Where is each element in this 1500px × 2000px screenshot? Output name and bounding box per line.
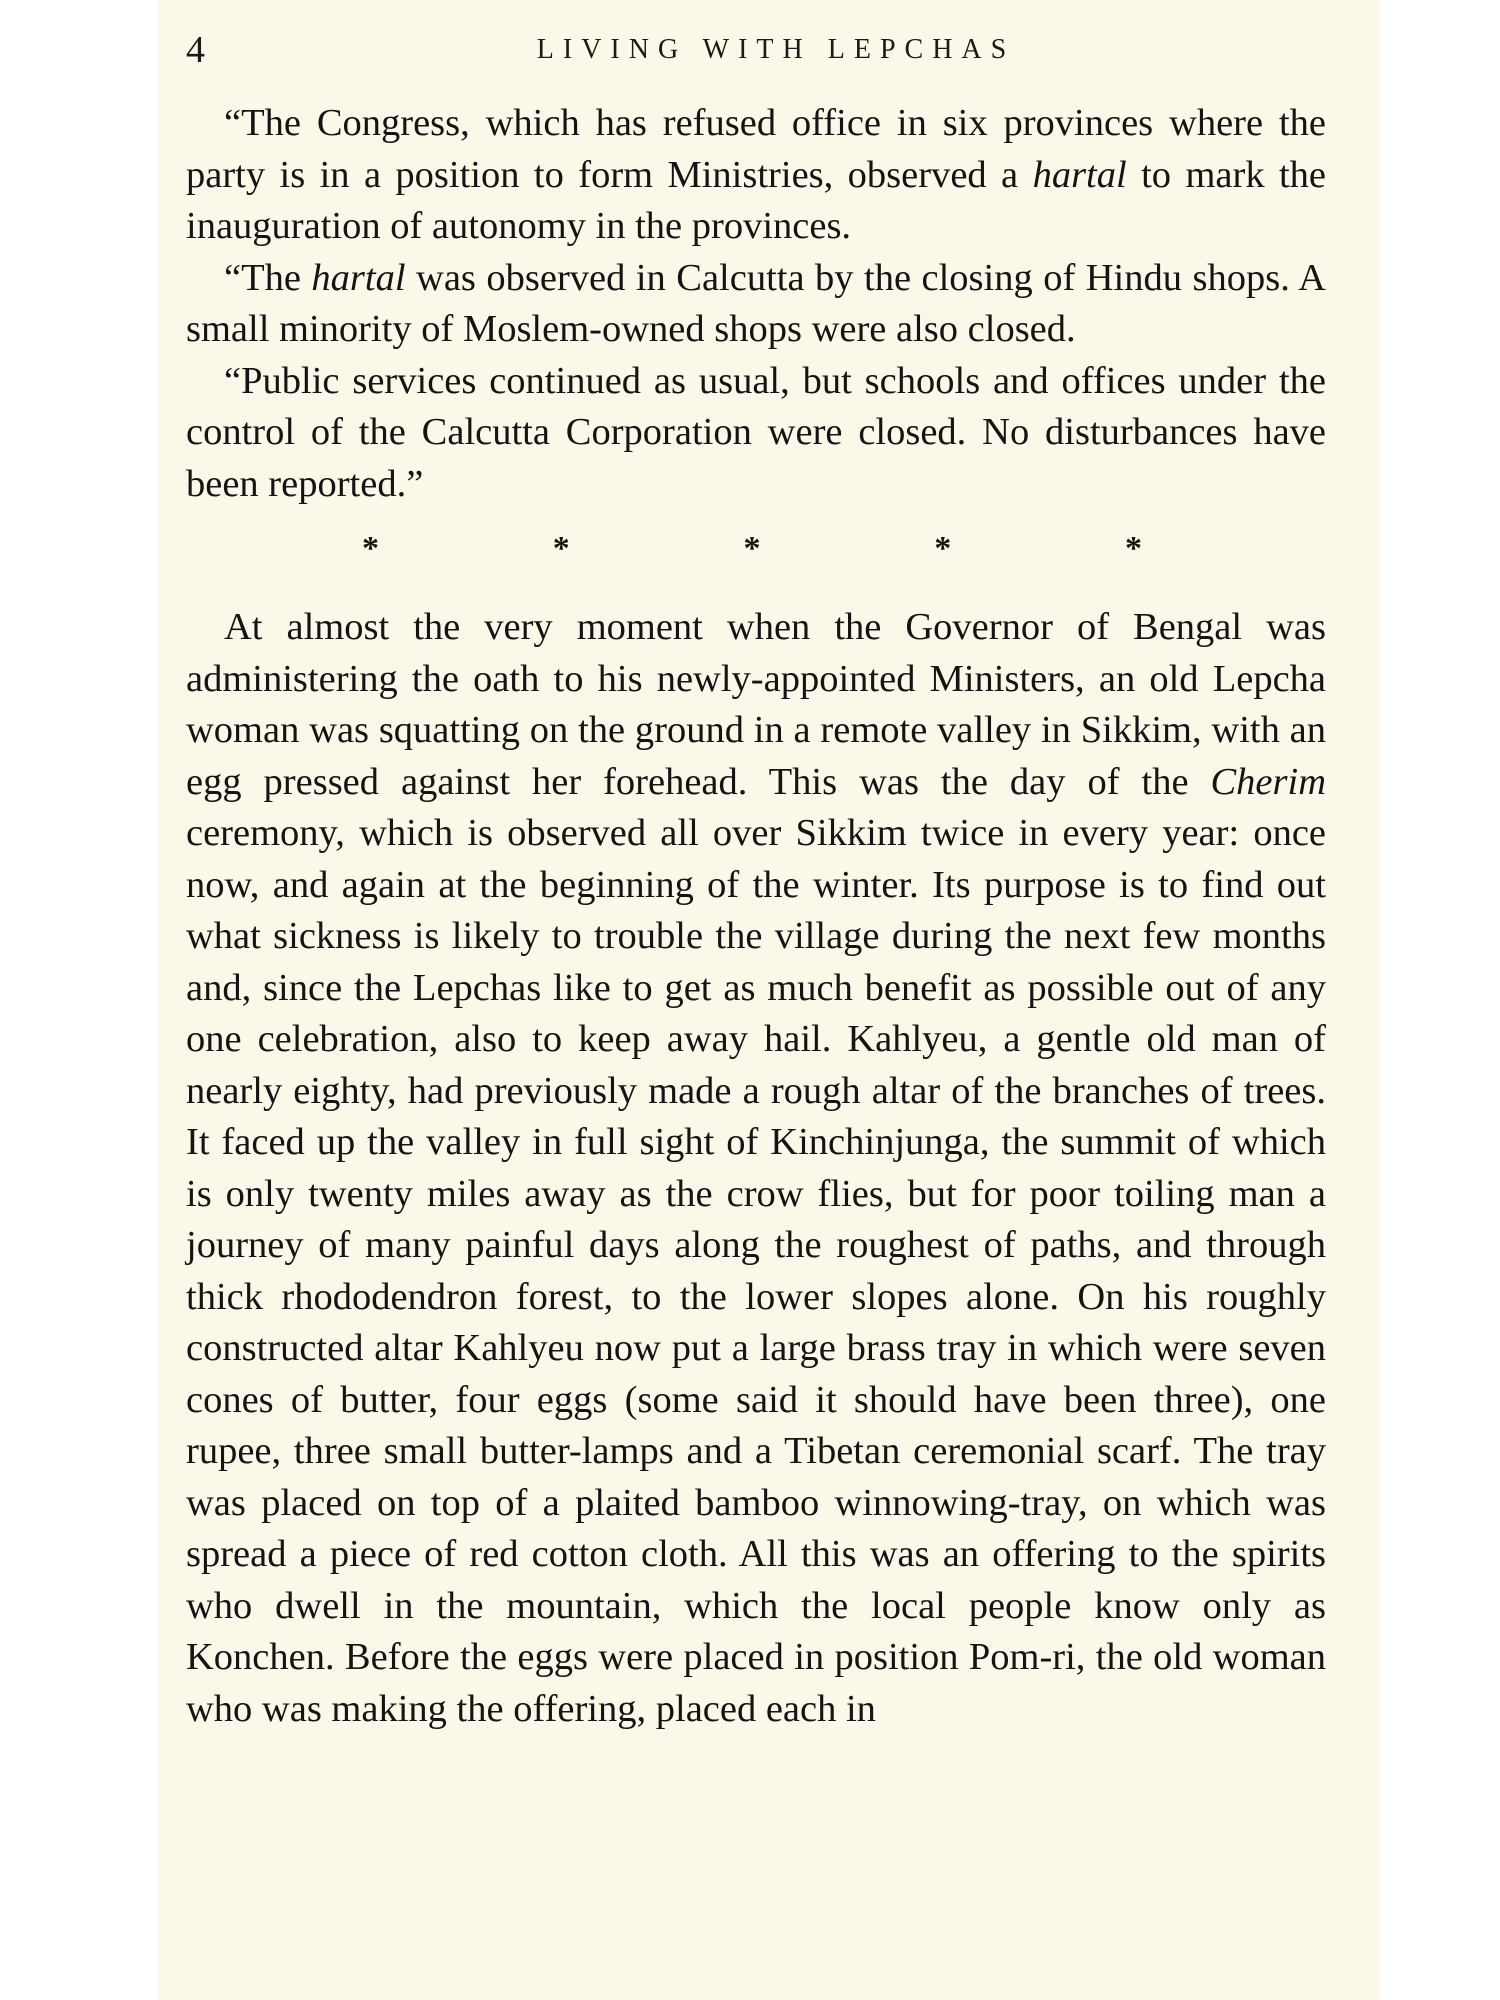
italic-term: Cherim <box>1210 760 1326 803</box>
separator-star: * <box>552 530 570 567</box>
running-head: LIVING WITH LEPCHAS <box>536 34 1016 65</box>
section-separator <box>362 532 1142 602</box>
body-text <box>186 98 1326 1735</box>
separator-star: * <box>934 530 952 567</box>
separator-star: * <box>1125 530 1142 567</box>
separator-star: * <box>743 530 761 567</box>
main-paragraph: At almost the very moment when the Governor of Bengal was administering the oath to his newly-appointed Ministers, an old Lepcha woman was squatting on the ground in a remote valley in Sikkim, with an egg pressed against her forehead. This was the day of the Cherim ceremony, which is observed all over Sikkim twice in every year: once now, and again at the beginning of the winter. Its purpose is to find out what sickness is likely to trouble the village during the next few months and, since the Lepchas like to get as much benefit as possible out of any one celebration, also to keep away hail. Kahlyeu, a gentle old man of nearly eighty, had previously made a rough altar of the branches of trees. It faced up the valley in full sight of Kinchinjunga, the summit of which is only twenty miles away as the crow flies, but for poor toiling man a journey of many painful days along the roughest of paths, and through thick rhododendron forest, to the lower slopes alone. On his roughly constructed altar Kahlyeu now put a large brass tray in which were seven cones of butter, four eggs (some said it should have been three), one rupee, three small butter-lamps and a Tibetan ceremonial scarf. The tray was placed on top of a plaited bamboo winnowing-tray, on which was spread a piece of red cotton cloth. All this was an offering to the spirits who dwell in the mountain, which the local people know only as Konchen. Before the eggs were placed in position Pom-ri, the old woman who was making the offering, placed each in <box>186 606 1326 1730</box>
separator-star: * <box>362 530 379 567</box>
quote-paragraph-1: “The Congress, which has refused office in six provinces where the party is in a position to form Ministries, observed a hartal to mark the inauguration of autonomy in the provinces. <box>186 102 1327 247</box>
page-header <box>186 28 1326 78</box>
quote-paragraph-2: “The hartal was observed in Calcutta by the closing of Hindu shops. A small minority of Moslem-owned shops were also closed. <box>186 256 1326 350</box>
italic-term: hartal <box>1032 153 1127 196</box>
italic-term: hartal <box>311 256 406 299</box>
quote-paragraph-3: “Public services continued as usual, but schools and offices under the control of the Calcutta Corporation were closed. No disturbances have been reported.” <box>186 359 1326 505</box>
page-number: 4 <box>186 29 205 71</box>
